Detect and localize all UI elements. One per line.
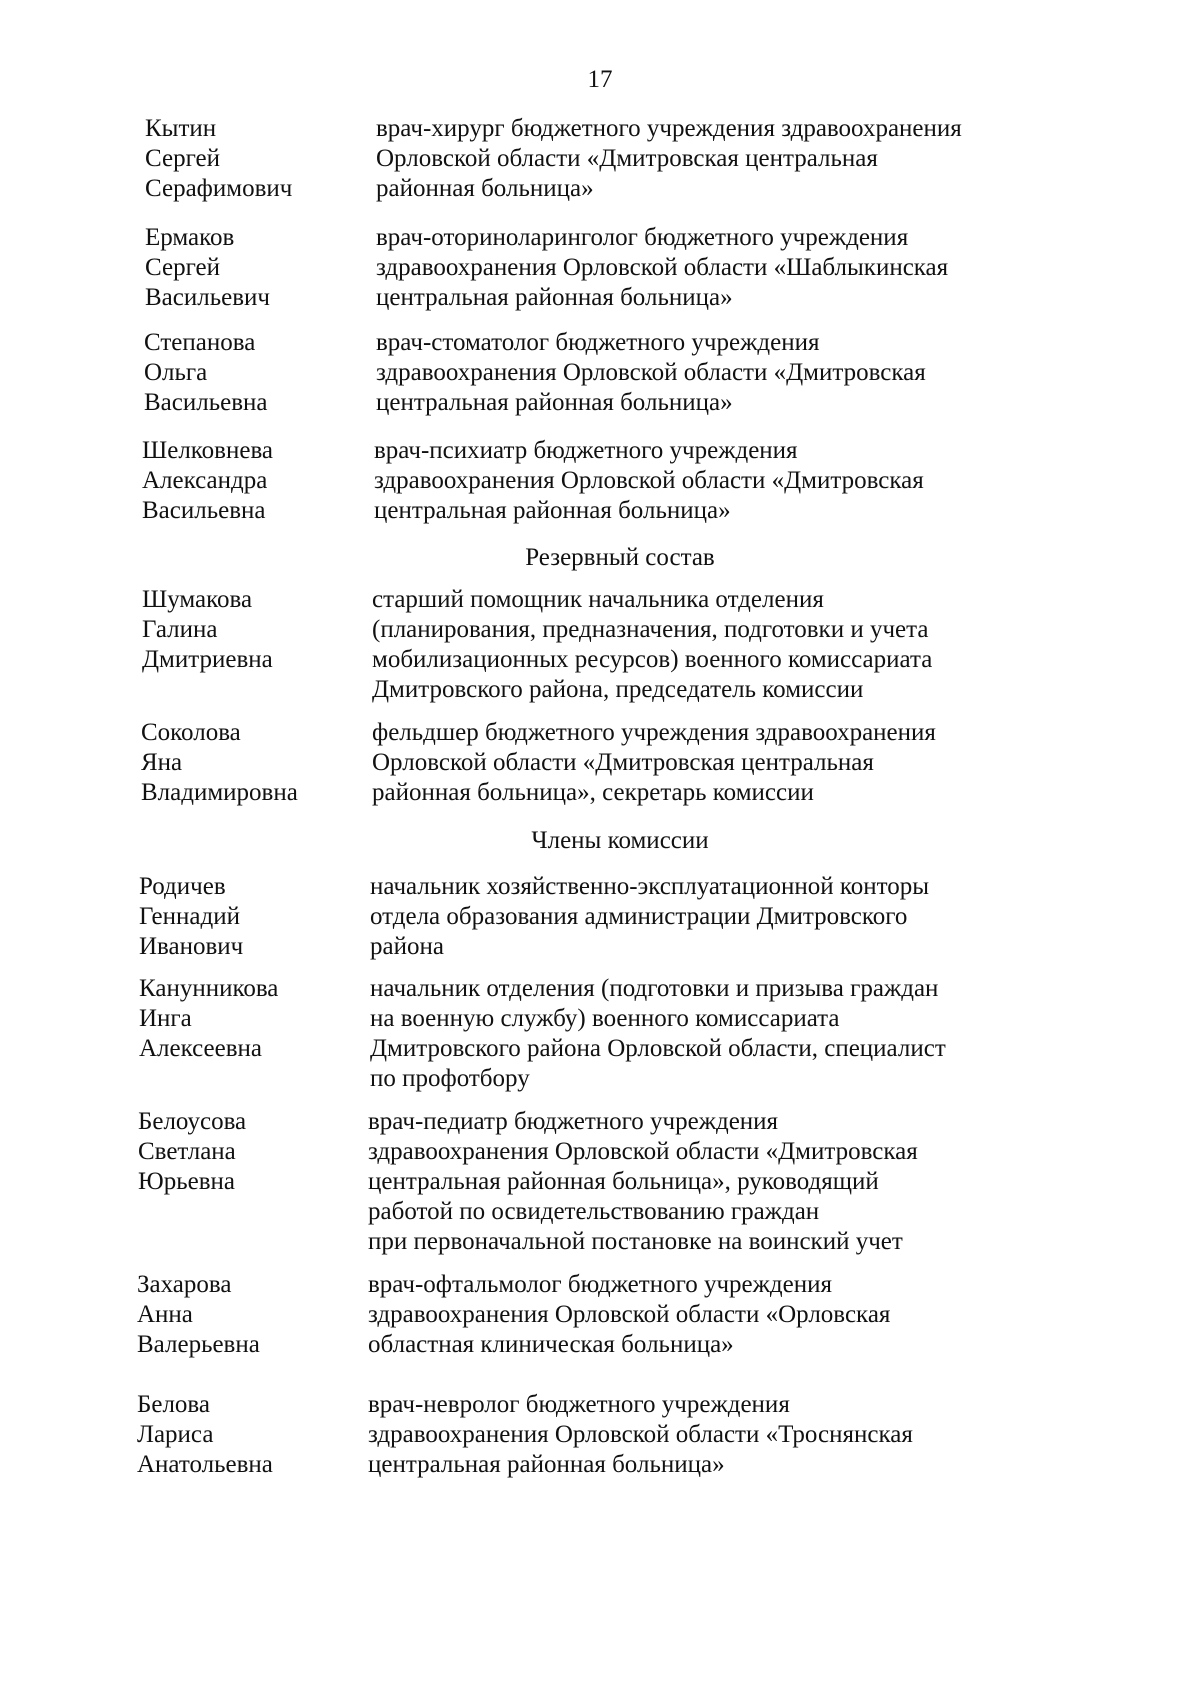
person-name-line: Васильевна <box>142 497 266 524</box>
person-name-line: Белова <box>137 1391 210 1418</box>
position-description-line: работой по освидетельствованию граждан <box>368 1198 820 1225</box>
position-description-line: областная клиническая больница» <box>368 1331 734 1358</box>
person-name-line: Родичев <box>139 873 226 900</box>
person-name-line: Ермаков <box>145 224 235 251</box>
person-name-line: Васильевич <box>145 284 270 311</box>
person-name-line: Шелковнева <box>142 437 274 464</box>
person-name-line: Светлана <box>138 1138 236 1165</box>
position-description-line: старший помощник начальника отделения <box>372 586 824 613</box>
position-description-line: Дмитровского района, председатель комиссии <box>372 676 864 703</box>
position-description-line: центральная районная больница» <box>376 284 733 311</box>
person-name-line: Иванович <box>139 933 244 960</box>
position-description-line: центральная районная больница» <box>374 497 731 524</box>
person-name-line: Анна <box>137 1301 193 1328</box>
section-heading-members: Члены комиссии <box>531 827 709 854</box>
position-description-line: при первоначальной постановке на воинский учет <box>368 1228 903 1255</box>
position-description-line: центральная районная больница» <box>368 1451 725 1478</box>
position-description-line: фельдшер бюджетного учреждения здравоохранения <box>372 719 936 746</box>
position-description-line: отдела образования администрации Дмитровского <box>370 903 908 930</box>
person-name-line: Лариса <box>137 1421 214 1448</box>
page-number: 17 <box>587 66 613 93</box>
position-description-line: районная больница» <box>376 175 594 202</box>
position-description-line: начальник отделения (подготовки и призыва граждан <box>370 975 939 1002</box>
position-description-line: по профотбору <box>370 1065 530 1092</box>
position-description-line: врач-офтальмолог бюджетного учреждения <box>368 1271 832 1298</box>
position-description-line: центральная районная больница», руководящий <box>368 1168 879 1195</box>
person-name-line: Александра <box>142 467 268 494</box>
position-description-line: на военную службу) военного комиссариата <box>370 1005 840 1032</box>
person-name-line: Анатольевна <box>137 1451 273 1478</box>
person-name-line: Канунникова <box>139 975 279 1002</box>
person-name-line: Инга <box>139 1005 192 1032</box>
person-name-line: Ольга <box>144 359 208 386</box>
person-name-line: Яна <box>141 749 183 776</box>
position-description-line: врач-хирург бюджетного учреждения здравоохранения <box>376 115 962 142</box>
position-description-line: (планирования, предназначения, подготовки и учета <box>372 616 929 643</box>
person-name-line: Шумакова <box>142 586 253 613</box>
position-description-line: здравоохранения Орловской области «Троснянская <box>368 1421 913 1448</box>
position-description-line: врач-оториноларинголог бюджетного учреждения <box>376 224 909 251</box>
person-name-line: Валерьевна <box>137 1331 260 1358</box>
person-name-line: Сергей <box>145 254 220 281</box>
person-name-line: Владимировна <box>141 779 298 806</box>
person-name-line: Белоусова <box>138 1108 247 1135</box>
person-name-line: Сергей <box>145 145 220 172</box>
position-description-line: здравоохранения Орловской области «Дмитровская <box>368 1138 918 1165</box>
person-name-line: Захарова <box>137 1271 232 1298</box>
position-description-line: Дмитровского района Орловской области, специалист <box>370 1035 946 1062</box>
person-name-line: Галина <box>142 616 218 643</box>
position-description-line: врач-психиатр бюджетного учреждения <box>374 437 798 464</box>
position-description-line: начальник хозяйственно-эксплуатационной конторы <box>370 873 929 900</box>
position-description-line: мобилизационных ресурсов) военного комиссариата <box>372 646 933 673</box>
person-name-line: Геннадий <box>139 903 240 930</box>
section-heading-reserve: Резервный состав <box>525 544 715 571</box>
position-description-line: здравоохранения Орловской области «Дмитровская <box>376 359 926 386</box>
position-description-line: врач-педиатр бюджетного учреждения <box>368 1108 779 1135</box>
person-name-line: Серафимович <box>145 175 293 202</box>
position-description-line: врач-невролог бюджетного учреждения <box>368 1391 790 1418</box>
person-name-line: Юрьевна <box>138 1168 235 1195</box>
person-name-line: Дмитриевна <box>142 646 273 673</box>
position-description-line: района <box>370 933 444 960</box>
person-name-line: Васильевна <box>144 389 268 416</box>
position-description-line: здравоохранения Орловской области «Дмитровская <box>374 467 924 494</box>
position-description-line: центральная районная больница» <box>376 389 733 416</box>
person-name-line: Степанова <box>144 329 256 356</box>
person-name-line: Соколова <box>141 719 241 746</box>
position-description-line: здравоохранения Орловской области «Орловская <box>368 1301 891 1328</box>
person-name-line: Алексеевна <box>139 1035 263 1062</box>
person-name-line: Кытин <box>145 115 217 142</box>
position-description-line: районная больница», секретарь комиссии <box>372 779 814 806</box>
position-description-line: здравоохранения Орловской области «Шаблыкинская <box>376 254 949 281</box>
position-description-line: Орловской области «Дмитровская центральная <box>376 145 878 172</box>
position-description-line: Орловской области «Дмитровская центральная <box>372 749 874 776</box>
position-description-line: врач-стоматолог бюджетного учреждения <box>376 329 820 356</box>
